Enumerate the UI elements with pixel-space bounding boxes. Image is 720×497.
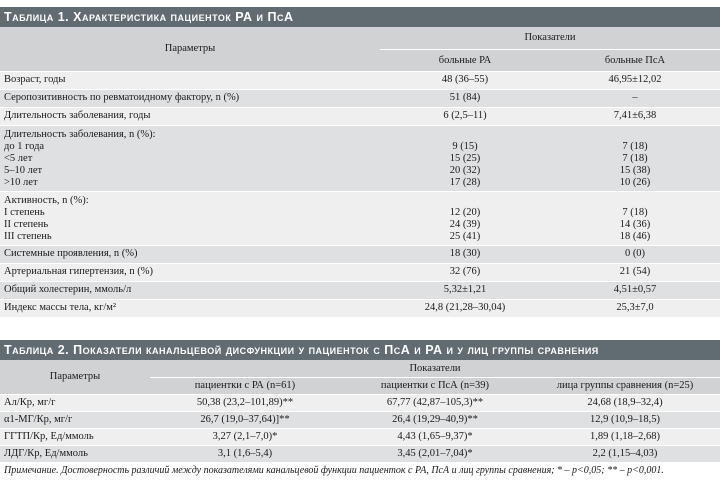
table-1-cell-label <box>0 107 380 125</box>
table-1-cell-text: 5,32±1,21 <box>443 284 487 295</box>
table-1-cell-text: Возраст, годы <box>4 74 66 85</box>
table-1-cell-text: 48 (36–55) <box>441 74 489 85</box>
table-2-row <box>0 394 720 411</box>
table-2-col-ra: пациентки с РА (n=61) <box>150 377 340 394</box>
table-2-cell-ctrl: 24,68 (18,9–32,4) <box>530 394 720 411</box>
table-1-row <box>0 107 720 125</box>
table-1-cell-label <box>0 191 380 245</box>
table-1-cell-ra <box>380 125 550 191</box>
table-1-cell-text: 51 (84) <box>449 92 481 103</box>
table-1-cell-psa <box>550 107 720 125</box>
table-2-cell-psa: 3,45 (2,01–7,04)* <box>340 445 530 462</box>
table-1-cell-ra <box>380 299 550 317</box>
table-1-cell-label <box>0 125 380 191</box>
table-2-row <box>0 428 720 445</box>
table-1-cell-text: Артериальная гипертензия, n (%) <box>4 266 153 277</box>
table-1-title: Таблица 1. Характеристика пациенток РА и ПсА <box>0 7 720 27</box>
table-1-cell-ra <box>380 263 550 281</box>
table-2-cell-label: ЛДГ/Кр, Ед/ммоль <box>0 445 150 462</box>
table-2-note: Примечание. Достоверность различий между показателями канальцевой функции пациенток с РА, ПсА и лиц группы сравнения; * – p<0,05; ** – p<0,001. <box>0 462 720 477</box>
table-2-row <box>0 445 720 462</box>
table-1-row <box>0 263 720 281</box>
table-1-cell-text: 21 (54) <box>619 266 651 277</box>
table-1-cell-text: Активность, n (%): <box>4 194 89 206</box>
table-2-cell-ctrl: 12,9 (10,9–18,5) <box>530 411 720 428</box>
table-2-cell-label: α1-МГ/Кр, мг/г <box>0 411 150 428</box>
table-1-cell-text: Общий холестерин, ммоль/л <box>4 284 132 295</box>
table-1-cell-text <box>384 129 546 141</box>
table-1-cell-label <box>0 263 380 281</box>
table-1-row <box>0 245 720 263</box>
table-1-cell-text: II степень <box>4 218 49 230</box>
table-2-cell-psa: 4,43 (1,65–9,37)* <box>340 428 530 445</box>
table-1-cell-text: 24,8 (21,28–30,04) <box>424 302 506 314</box>
table-2-cell-psa: 26,4 (19,29–40,9)** <box>340 411 530 428</box>
table-1-cell-text: 7 (18) <box>622 152 648 164</box>
table-1-cell-label <box>0 281 380 299</box>
table-1-cell-text: 6 (2,5–11) <box>443 110 487 121</box>
table-1-cell-psa <box>550 89 720 107</box>
table-2-cell-ra: 3,1 (1,6–5,4) <box>150 445 340 462</box>
table-1-row <box>0 299 720 317</box>
table-1-cell-text: 32 (76) <box>449 266 481 277</box>
table-1-cell-text: 7,41±6,38 <box>613 110 657 121</box>
table-2 <box>0 340 720 477</box>
table-1-col-indicators: Показатели <box>380 27 720 49</box>
table-1-cell-text: 7 (18) <box>622 140 648 152</box>
table-1-cell-text: 4,51±0,57 <box>613 284 657 295</box>
table-1-row <box>0 191 720 245</box>
table-1-cell-text: Длительность заболевания, n (%): <box>4 128 156 140</box>
table-1-cell-text <box>554 195 716 207</box>
table-1-cell-text: – <box>632 92 638 103</box>
table-1-cell-text: 5–10 лет <box>4 164 43 176</box>
table-1-cell-text: 15 (25) <box>449 152 481 164</box>
table-1-cell-label <box>0 71 380 89</box>
table-1-cell-text: <5 лет <box>4 152 33 164</box>
table-1-cell-text: III степень <box>4 230 52 242</box>
table-1-cell-text: Серопозитивность по ревматоидному фактору, n (%) <box>4 92 240 103</box>
table-2-cell-label: Ал/Кр, мг/г <box>0 394 150 411</box>
table-1-cell-text: 12 (20) <box>449 206 481 218</box>
table-2-col-ctrl: лица группы сравнения (n=25) <box>530 377 720 394</box>
table-1-grid <box>0 27 720 317</box>
table-1-cell-text: 25 (41) <box>449 230 481 242</box>
table-1-col-ra: больные РА <box>380 49 550 71</box>
table-2-title: Таблица 2. Показатели канальцевой дисфункции у пациенток с ПсА и РА и у лиц группы сравнения <box>0 340 720 360</box>
table-1-cell-text: 15 (38) <box>619 164 651 176</box>
table-2-cell-ctrl: 2,2 (1,15–4,03) <box>530 445 720 462</box>
table-1-cell-text: 14 (36) <box>619 218 651 230</box>
table-1-cell-text: 18 (46) <box>619 230 651 242</box>
table-1-cell-text: 25,3±7,0 <box>616 302 654 314</box>
table-1-cell-text: Длительность заболевания, годы <box>4 110 151 121</box>
table-1-row <box>0 125 720 191</box>
table-2-col-indicators: Показатели <box>150 360 720 377</box>
table-2-col-psa: пациентки с ПсА (n=39) <box>340 377 530 394</box>
table-1-cell-psa <box>550 245 720 263</box>
table-1-cell-text: 17 (28) <box>449 176 481 188</box>
table-2-cell-ra: 3,27 (2,1–7,0)* <box>150 428 340 445</box>
table-2-cell-ctrl: 1,89 (1,18–2,68) <box>530 428 720 445</box>
table-1-cell-psa <box>550 125 720 191</box>
table-1-cell-text: 0 (0) <box>624 248 646 259</box>
table-1-cell-text <box>384 195 546 207</box>
table-1-row <box>0 71 720 89</box>
table-2-col-params: Параметры <box>0 360 150 394</box>
table-1-cell-text: 20 (32) <box>449 164 481 176</box>
table-2-cell-psa: 67,77 (42,87–105,3)** <box>340 394 530 411</box>
table-1 <box>0 7 720 317</box>
table-1-cell-psa <box>550 263 720 281</box>
table-1-cell-psa <box>550 71 720 89</box>
table-1-cell-text: >10 лет <box>4 176 38 188</box>
table-1-cell-text: 10 (26) <box>619 176 651 188</box>
table-2-grid <box>0 360 720 462</box>
table-1-cell-ra <box>380 107 550 125</box>
table-1-cell-text: 18 (30) <box>449 248 481 259</box>
table-1-cell-ra <box>380 281 550 299</box>
table-1-cell-ra <box>380 71 550 89</box>
table-1-cell-ra <box>380 191 550 245</box>
table-2-row <box>0 411 720 428</box>
table-1-cell-text: 24 (39) <box>449 218 481 230</box>
table-2-cell-ra: 50,38 (23,2–101,89)** <box>150 394 340 411</box>
table-1-cell-text: 7 (18) <box>622 206 648 218</box>
table-1-cell-ra <box>380 245 550 263</box>
table-1-row <box>0 281 720 299</box>
table-1-col-params: Параметры <box>0 27 380 71</box>
table-2-cell-ra: 26,7 (19,0–37,64)]** <box>150 411 340 428</box>
table-1-cell-text: 9 (15) <box>452 140 478 152</box>
table-1-cell-label <box>0 89 380 107</box>
table-1-cell-text: 46,95±12,02 <box>608 74 662 85</box>
table-1-cell-text: до 1 года <box>4 140 45 152</box>
table-1-col-psa: больные ПсА <box>550 49 720 71</box>
table-1-cell-label <box>0 245 380 263</box>
table-1-cell-psa <box>550 281 720 299</box>
table-1-cell-label <box>0 299 380 317</box>
table-1-cell-ra <box>380 89 550 107</box>
table-1-cell-text: Индекс массы тела, кг/м² <box>4 302 117 314</box>
table-1-cell-psa <box>550 299 720 317</box>
table-1-cell-text <box>554 129 716 141</box>
table-1-cell-text: Системные проявления, n (%) <box>4 248 138 259</box>
table-1-cell-text: I степень <box>4 206 45 218</box>
table-1-cell-psa <box>550 191 720 245</box>
table-2-cell-label: ГГТП/Кр, Ед/ммоль <box>0 428 150 445</box>
table-1-row <box>0 89 720 107</box>
